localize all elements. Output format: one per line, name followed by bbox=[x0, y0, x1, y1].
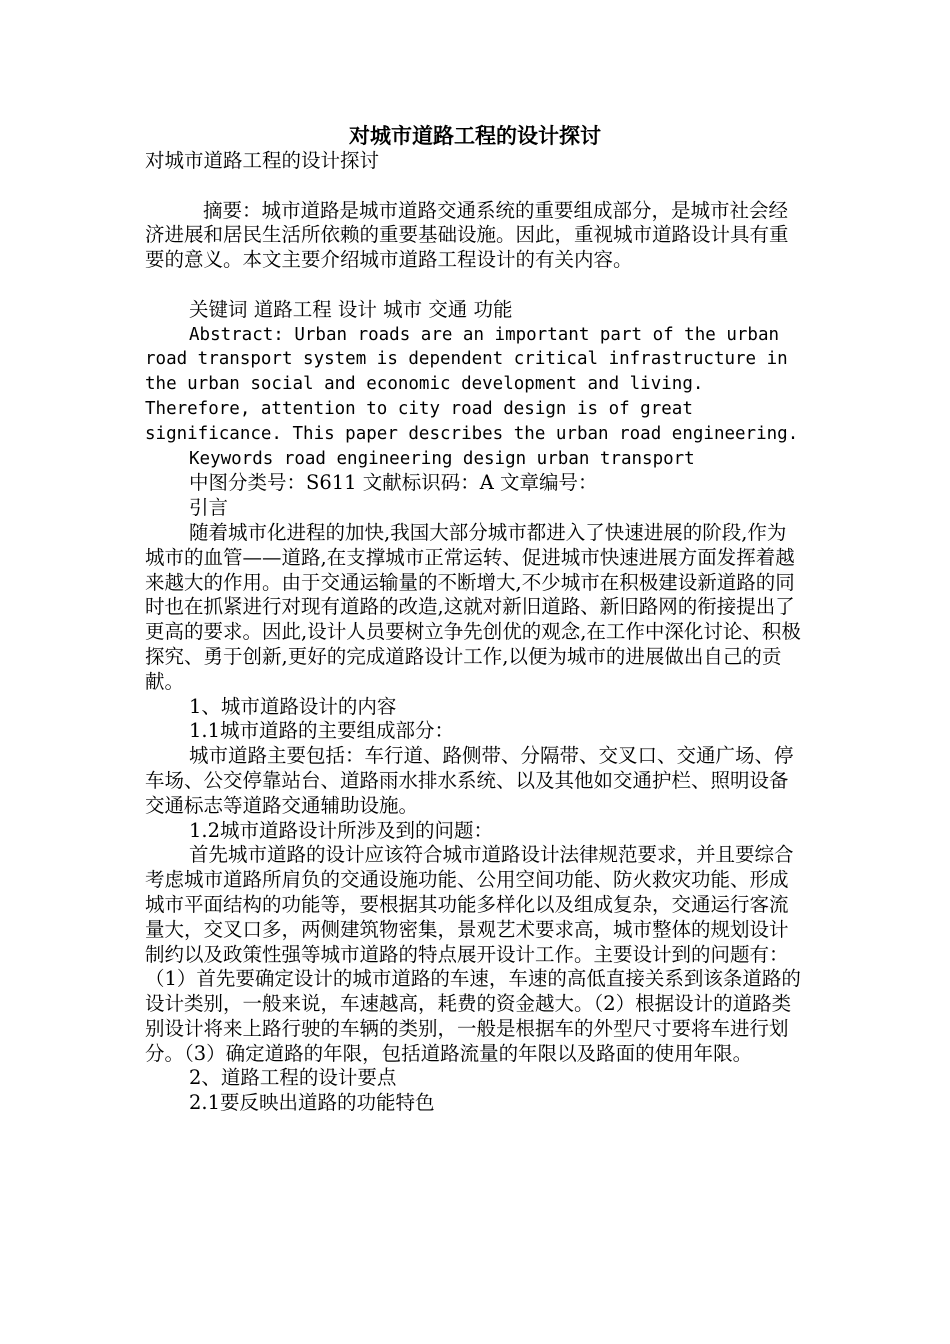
document-title: 对城市道路工程的设计探讨 bbox=[349, 123, 601, 148]
abstract-paragraph: 摘要：城市道路是城市道路交通系统的重要组成部分，是城市社会经济进展和居民生活所依赖的重要基础设施。因此，重视城市道路设计具有重要的意义。本文主要介绍城市道路工程设计的有关内容。 bbox=[145, 198, 789, 272]
keywords-line: 关键词 道路工程 设计 城市 交通 功能 bbox=[189, 297, 513, 321]
classification-line: 中图分类号：S611 文献标识码：A 文章编号： bbox=[189, 471, 598, 495]
intro-paragraph: 随着城市化进程的加快,我国大部分城市都进入了快速进展的阶段,作为城市的血管——道路,在支撑城市正常运转、促进城市快速进展方面发挥着越来越大的作用。由于交通运输量的不断增大,不少城市在积极建设新道路的同时也在抓紧进行对现有道路的改造,这就对新旧道路、新旧路网的衔接提出了更高的要求。因此,设计人员要树立争先创优的观念,在工作中深化讨论、积极探究、勇于创新,更好的完成道路设计工作,以便为城市的进展做出自己的贡献。 bbox=[145, 520, 801, 693]
section-2-1-heading: 2.1要反映出道路的功能特色 bbox=[189, 1091, 435, 1115]
section-2-heading: 2、道路工程的设计要点 bbox=[189, 1066, 397, 1090]
keywords-en-line: Keywords road engineering design urban transport bbox=[189, 448, 695, 469]
section-1-2-paragraph: 首先城市道路的设计应该符合城市道路设计法律规范要求，并且要综合考虑城市道路所肩负的交通设施功能、公用空间功能、防火救灾功能、形成城市平面结构的功能等，要根据其功能多样化以及组成复杂，交通运行客流量大，交叉口多，两侧建筑物密集，景观艺术要求高，城市整体的规划设计制约以及政策性强等城市道路的特点展开设计工作。主要设计到的问题有：（1）首先要确定设计的城市道路的车速，车速的高低直接关系到该条道路的设计类别，一般来说，车速越高，耗费的资金越大。（2）根据设计的道路类别设计将来上路行驶的车辆的类别，一般是根据车的外型尺寸要将车进行划分。（3）确定道路的年限，包括道路流量的年限以及路面的使用年限。 bbox=[145, 843, 801, 1065]
document-body bbox=[145, 149, 805, 1116]
section-1-heading: 1、城市道路设计的内容 bbox=[189, 694, 397, 718]
abstract-en-paragraph: Abstract: Urban roads are an important part of the urban road transport system is dependent critical infrastructure in the urban social and economic development and living. Therefore, attention to city road design is of great significance. This paper describes the urban road engineering. bbox=[145, 324, 799, 444]
document-subtitle: 对城市道路工程的设计探讨 bbox=[145, 149, 380, 172]
intro-heading: 引言 bbox=[189, 496, 229, 520]
section-1-2-heading: 1.2城市道路设计所涉及到的问题： bbox=[189, 818, 494, 842]
section-1-1-paragraph: 城市道路主要包括：车行道、路侧带、分隔带、交叉口、交通广场、停车场、公交停靠站台、道路雨水排水系统、以及其他如交通护栏、照明设备交通标志等道路交通辅助设施。 bbox=[145, 744, 794, 817]
section-1-1-heading: 1.1城市道路的主要组成部分： bbox=[189, 719, 455, 743]
